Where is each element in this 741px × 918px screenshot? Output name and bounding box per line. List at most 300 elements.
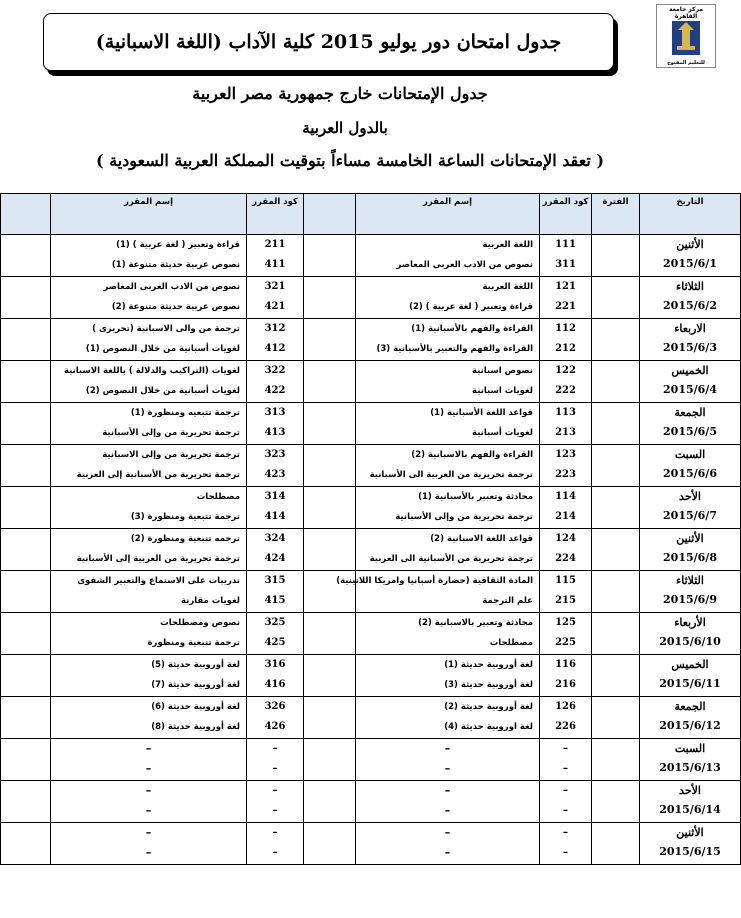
exam-date: 2015/6/14 xyxy=(659,803,721,816)
course-names-first xyxy=(356,739,540,781)
course-codes-second xyxy=(247,823,304,865)
subtitle-outside-egypt: جدول الإمتحانات خارج جمهورية مصر العربية xyxy=(192,84,488,103)
row-blank-left xyxy=(1,823,51,865)
course-code: – xyxy=(563,827,568,838)
course-code: 311 xyxy=(555,259,576,270)
date-cell xyxy=(640,319,741,361)
course-name: نصوص ومصطلحات xyxy=(160,618,240,628)
day-name: الأثنين xyxy=(676,238,704,251)
course-names-second xyxy=(51,487,247,529)
logo-bottom-text: للتعليم المفتوح xyxy=(667,60,705,66)
date-cell xyxy=(640,445,741,487)
course-code: 212 xyxy=(555,343,576,354)
course-code: 121 xyxy=(555,281,576,292)
row-blank-middle xyxy=(304,487,356,529)
table-row xyxy=(1,445,741,487)
period-cell xyxy=(592,235,640,277)
course-codes-first xyxy=(540,613,592,655)
course-names-first xyxy=(356,403,540,445)
period-cell xyxy=(592,487,640,529)
row-blank-middle xyxy=(304,235,356,277)
course-name: اللغة العربية xyxy=(482,282,533,292)
course-name: نصوص اسبانية xyxy=(471,366,533,376)
row-blank-middle xyxy=(304,403,356,445)
table-row xyxy=(1,529,741,571)
course-names-first xyxy=(356,361,540,403)
course-code: 214 xyxy=(555,511,576,522)
row-blank-left xyxy=(1,571,51,613)
course-code: 114 xyxy=(555,491,576,502)
course-codes-second xyxy=(247,655,304,697)
exam-date: 2015/6/3 xyxy=(663,341,717,354)
date-cell xyxy=(640,613,741,655)
row-blank-middle xyxy=(304,529,356,571)
course-name: لغة أوروبية حديثة (3) xyxy=(444,680,533,690)
date-cell xyxy=(640,403,741,445)
period-cell xyxy=(592,361,640,403)
day-name: السبت xyxy=(674,742,706,755)
course-names-second xyxy=(51,655,247,697)
course-name: لغويات أسبانية من خلال النصوص (1) xyxy=(85,344,240,354)
period-cell xyxy=(592,655,640,697)
course-code: 422 xyxy=(264,385,286,396)
course-names-first xyxy=(356,823,540,865)
row-blank-left xyxy=(1,235,51,277)
course-name: لغة أوروبية حديثة (6) xyxy=(151,702,240,712)
row-blank-middle xyxy=(304,319,356,361)
exam-date: 2015/6/5 xyxy=(663,425,717,438)
course-name: القراءة والفهم والتعبير بالأسبانية (3) xyxy=(376,344,533,354)
course-codes-second xyxy=(247,529,304,571)
day-name: الثلاثاء xyxy=(676,280,704,293)
course-codes-first xyxy=(540,571,592,613)
course-names-first xyxy=(356,235,540,277)
period-cell xyxy=(592,571,640,613)
period-cell xyxy=(592,823,640,865)
row-blank-middle xyxy=(304,823,356,865)
course-codes-first xyxy=(540,487,592,529)
course-name: القراءة والفهم بالأسبانية (1) xyxy=(411,324,533,334)
course-name: تدريبات على الاستماع والتعبير الشفوى xyxy=(77,576,240,586)
course-names-first xyxy=(336,571,540,613)
date-cell xyxy=(640,697,741,739)
course-codes-second xyxy=(247,697,304,739)
course-code: 415 xyxy=(264,595,286,606)
course-code: 315 xyxy=(264,575,286,586)
course-code: – xyxy=(563,805,568,816)
course-code: – xyxy=(272,763,278,774)
course-name: علم الترجمة xyxy=(482,596,533,606)
course-names-second xyxy=(51,739,247,781)
course-codes-second xyxy=(247,781,304,823)
course-code: 115 xyxy=(555,575,576,586)
course-code: 425 xyxy=(264,637,286,648)
exam-date: 2015/6/6 xyxy=(663,467,717,480)
course-names-first xyxy=(356,697,540,739)
course-names-second xyxy=(51,697,247,739)
subtitle-arab-countries: بالدول العربية xyxy=(302,119,388,137)
day-name: الأثنين xyxy=(676,826,704,839)
course-codes-first xyxy=(540,529,592,571)
exam-date: 2015/6/10 xyxy=(659,635,721,648)
page-title: جدول امتحان دور يوليو 2015 كلية الآداب (اللغة الاسبانية) xyxy=(95,31,562,53)
course-codes-first xyxy=(540,403,592,445)
course-name: لغويات اسبانية xyxy=(472,386,533,396)
course-name: قراءة وتعبير ( لغة عربية ) (1) xyxy=(116,240,240,250)
course-codes-first xyxy=(540,739,592,781)
course-name: لغويات أسبانية xyxy=(472,428,533,438)
day-name: الأحد xyxy=(679,490,701,503)
header-course-name-left-group: إسم المقرر xyxy=(356,194,540,235)
table-row xyxy=(1,571,741,613)
day-name: الجمعة xyxy=(674,406,706,419)
exam-date: 2015/6/11 xyxy=(659,677,721,690)
period-cell xyxy=(592,697,640,739)
course-code: – xyxy=(563,743,568,754)
course-name: قراءة وتعبير ( لغة عربية ) (2) xyxy=(409,302,533,312)
header-blank-left xyxy=(1,194,51,235)
course-name: – xyxy=(444,826,451,839)
course-codes-first xyxy=(540,823,592,865)
course-code: 211 xyxy=(264,239,286,250)
course-code: 322 xyxy=(264,365,286,376)
course-name: ترجمة تتبعية ومنظورة xyxy=(147,638,240,648)
course-names-second xyxy=(51,319,247,361)
course-name: ترجمة تحريرية من العربية الى الأسبانية xyxy=(369,470,533,480)
table-row xyxy=(1,277,741,319)
row-blank-left xyxy=(1,277,51,319)
date-cell xyxy=(640,361,741,403)
date-cell xyxy=(640,277,741,319)
course-name: ترجمة تحريرية من وإلى الاسبانية xyxy=(102,450,240,460)
course-names-second xyxy=(51,781,247,823)
course-name: قواعد اللغة الأسبانية (1) xyxy=(430,408,533,418)
course-name: لغويات أسبانية من خلال النصوص (2) xyxy=(85,386,240,396)
course-code: 416 xyxy=(264,679,286,690)
course-codes-second xyxy=(247,319,304,361)
course-codes-first xyxy=(540,655,592,697)
course-name: لغويات (التراكيب والدلالة ) باللغة الاسبانية xyxy=(63,366,240,376)
course-codes-second xyxy=(247,739,304,781)
day-name: الخميس xyxy=(671,658,709,671)
exam-date: 2015/6/13 xyxy=(659,761,721,774)
course-name: ترجمة من والى الاسبانية (تحريرى ) xyxy=(92,324,240,334)
exam-date: 2015/6/8 xyxy=(663,551,717,564)
row-blank-left xyxy=(1,739,51,781)
date-cell xyxy=(640,823,741,865)
course-names-first xyxy=(356,781,540,823)
course-code: 414 xyxy=(264,511,286,522)
course-names-second xyxy=(51,361,247,403)
course-name: – xyxy=(444,762,451,775)
day-name: الاربعاء xyxy=(674,322,706,335)
course-names-second xyxy=(51,235,247,277)
course-code: 224 xyxy=(555,553,576,564)
period-cell xyxy=(592,529,640,571)
course-code: 413 xyxy=(264,427,286,438)
course-names-second xyxy=(51,445,247,487)
course-code: 313 xyxy=(264,407,286,418)
course-names-second xyxy=(51,529,247,571)
row-blank-middle xyxy=(304,697,356,739)
course-codes-first xyxy=(540,697,592,739)
course-code: 113 xyxy=(555,407,576,418)
course-name: ترجمة تحريرية من الأسبانية الى العربية xyxy=(369,554,533,564)
row-blank-left xyxy=(1,655,51,697)
course-codes-first xyxy=(540,361,592,403)
period-cell xyxy=(592,739,640,781)
day-name: السبت xyxy=(674,448,706,461)
course-code: 412 xyxy=(264,343,286,354)
row-blank-left xyxy=(1,781,51,823)
day-name: الأحد xyxy=(679,784,701,797)
table-row xyxy=(1,319,741,361)
date-cell xyxy=(640,739,741,781)
course-codes-second xyxy=(247,403,304,445)
subtitle-exam-time-note: ( تعقد الإمتحانات الساعة الخامسة مساءاً بتوقيت المملكة العربية السعودية ) xyxy=(95,151,605,170)
course-code: 321 xyxy=(264,281,286,292)
row-blank-left xyxy=(1,361,51,403)
exam-date: 2015/6/12 xyxy=(659,719,721,732)
day-name: الأربعاء xyxy=(674,616,706,629)
course-code: 411 xyxy=(264,259,286,270)
course-code: 124 xyxy=(555,533,576,544)
course-name: لغة أوروبية حديثة (8) xyxy=(151,722,240,732)
table-header-row xyxy=(1,194,741,235)
course-names-first xyxy=(356,613,540,655)
date-cell xyxy=(640,655,741,697)
course-names-second xyxy=(51,571,247,613)
table-row xyxy=(1,739,741,781)
course-code: 325 xyxy=(264,617,286,628)
table-row xyxy=(1,655,741,697)
course-name: نصوص من الادب العربى المعاصر xyxy=(103,282,240,292)
period-cell xyxy=(592,277,640,319)
course-name: لغة أوروبية حديثة (1) xyxy=(444,660,533,670)
course-code: 122 xyxy=(555,365,576,376)
course-name: – xyxy=(145,762,152,775)
period-cell xyxy=(592,613,640,655)
course-code: – xyxy=(563,785,568,796)
course-code: 215 xyxy=(555,595,576,606)
header-course-code-right-group: كود المقرر xyxy=(247,194,304,235)
course-code: 112 xyxy=(555,323,576,334)
course-code: 423 xyxy=(264,469,286,480)
course-codes-second xyxy=(247,445,304,487)
course-name: ترجمه تتبعية ومنظورة (2) xyxy=(130,534,240,544)
course-code: – xyxy=(563,763,568,774)
course-codes-first xyxy=(540,445,592,487)
period-cell xyxy=(592,445,640,487)
course-name: نصوص من الادب العربى المعاصر xyxy=(396,260,533,270)
header-period: الفترة xyxy=(592,194,640,235)
course-names-second xyxy=(51,823,247,865)
row-blank-left xyxy=(1,697,51,739)
course-name: – xyxy=(444,784,451,797)
course-name: نصوص عربية حديثة متنوعة (2) xyxy=(111,302,240,312)
course-name: ترجمة تحريرية من وإلى الأسبانية xyxy=(395,512,533,522)
course-code: 125 xyxy=(555,617,576,628)
exam-schedule-table xyxy=(0,193,741,865)
course-code: – xyxy=(563,847,568,858)
course-names-second xyxy=(51,403,247,445)
course-code: 126 xyxy=(555,701,576,712)
course-name: محادثة وتعبير بالأسبانية (1) xyxy=(418,492,533,502)
course-code: 225 xyxy=(555,637,576,648)
date-cell xyxy=(640,487,741,529)
course-name: ترجمة تحريرية من وإلى الأسبانية xyxy=(102,428,240,438)
exam-date: 2015/6/2 xyxy=(663,299,717,312)
course-code: 226 xyxy=(555,721,576,732)
row-blank-middle xyxy=(304,277,356,319)
course-name: ترجمة تحريرية من العربية إلى الأسبانية xyxy=(76,554,240,564)
row-blank-left xyxy=(1,529,51,571)
row-blank-left xyxy=(1,445,51,487)
course-code: 216 xyxy=(555,679,576,690)
university-logo xyxy=(656,4,716,68)
course-names-first xyxy=(356,277,540,319)
course-name: القراءة والفهم بالاسبانية (2) xyxy=(411,450,533,460)
course-code: 116 xyxy=(555,659,576,670)
course-code: 223 xyxy=(555,469,576,480)
course-name: – xyxy=(145,846,152,859)
table-row xyxy=(1,697,741,739)
logo-top-text: مركز جامعة القاهرة xyxy=(668,6,704,20)
table-row xyxy=(1,403,741,445)
day-name: الأثنين xyxy=(676,532,704,545)
date-cell xyxy=(640,781,741,823)
row-blank-middle xyxy=(304,739,356,781)
course-name: لغة اوروبية حديثة (4) xyxy=(444,722,533,732)
header-blank-middle xyxy=(304,194,356,235)
course-codes-first xyxy=(540,277,592,319)
course-code: 426 xyxy=(264,721,286,732)
course-name: – xyxy=(444,846,451,859)
course-name: – xyxy=(444,804,451,817)
course-codes-second xyxy=(247,613,304,655)
course-name: قواعد اللغة الاسبانية (2) xyxy=(430,534,533,544)
exam-date: 2015/6/9 xyxy=(663,593,717,606)
table-row xyxy=(1,781,741,823)
course-name: اللغة العربية xyxy=(482,240,533,250)
header-date: التاريخ xyxy=(640,194,741,235)
course-name: – xyxy=(145,804,152,817)
course-code: 312 xyxy=(264,323,286,334)
course-names-first xyxy=(356,487,540,529)
course-names-first xyxy=(356,529,540,571)
table-row xyxy=(1,487,741,529)
cairo-university-emblem-icon xyxy=(671,20,701,56)
row-blank-middle xyxy=(304,781,356,823)
course-name: لغة أوروبية حديثة (2) xyxy=(444,702,533,712)
row-blank-left xyxy=(1,319,51,361)
exam-date: 2015/6/15 xyxy=(659,845,721,858)
day-name: الخميس xyxy=(671,364,709,377)
course-code: 324 xyxy=(264,533,286,544)
header-course-name-right-group: إسم المقرر xyxy=(51,194,247,235)
course-name: ترجمة تتبعية ومنظورة (3) xyxy=(130,512,240,522)
row-blank-middle xyxy=(304,613,356,655)
course-codes-second xyxy=(247,277,304,319)
course-name: نصوص عربية حديثة متنوعة (1) xyxy=(111,260,240,270)
table-row xyxy=(1,823,741,865)
course-code: 123 xyxy=(555,449,576,460)
row-blank-left xyxy=(1,613,51,655)
row-blank-left xyxy=(1,403,51,445)
course-codes-second xyxy=(247,361,304,403)
row-blank-middle xyxy=(304,361,356,403)
course-name: لغة أوروبية حديثة (5) xyxy=(151,660,240,670)
course-name: – xyxy=(444,742,451,755)
course-name: – xyxy=(145,784,152,797)
course-code: – xyxy=(272,743,278,754)
course-name: مصطلحات xyxy=(196,492,240,502)
course-code: 326 xyxy=(264,701,286,712)
header-course-code-left-group: كود المقرر xyxy=(540,194,592,235)
row-blank-middle xyxy=(304,445,356,487)
table-row xyxy=(1,613,741,655)
exam-date: 2015/6/1 xyxy=(663,257,717,270)
course-code: 316 xyxy=(264,659,286,670)
course-name: ترجمة تتبعيه ومنظورة (1) xyxy=(130,408,240,418)
exam-date: 2015/6/7 xyxy=(663,509,717,522)
course-code: 314 xyxy=(264,491,286,502)
course-names-first xyxy=(356,319,540,361)
course-name: لغة أوروبية حديثة (7) xyxy=(151,680,240,690)
course-code: 424 xyxy=(264,553,286,564)
course-codes-second xyxy=(247,571,304,613)
row-blank-left xyxy=(1,487,51,529)
date-cell xyxy=(640,571,741,613)
day-name: الثلاثاء xyxy=(676,574,704,587)
course-name: مصطلحات xyxy=(489,638,533,648)
course-codes-second xyxy=(247,235,304,277)
course-name: المادة الثقافية (حضارة أسبانيا وامريكا اللاتينية) xyxy=(336,576,533,586)
course-name: محادثة وتعبير بالاسبانية (2) xyxy=(418,618,533,628)
period-cell xyxy=(592,319,640,361)
course-name: ترجمة تحريرية من الأسبانية إلى العربية xyxy=(76,470,240,480)
period-cell xyxy=(592,403,640,445)
course-names-second xyxy=(51,613,247,655)
period-cell xyxy=(592,781,640,823)
course-names-first xyxy=(356,655,540,697)
course-name: – xyxy=(145,826,152,839)
course-name: لغويات مقارنة xyxy=(180,596,240,606)
table-row xyxy=(1,361,741,403)
course-code: 222 xyxy=(555,385,576,396)
course-code: – xyxy=(272,785,278,796)
course-code: 323 xyxy=(264,449,286,460)
course-code: – xyxy=(272,827,278,838)
course-codes-first xyxy=(540,781,592,823)
row-blank-middle xyxy=(304,655,356,697)
course-code: 213 xyxy=(555,427,576,438)
date-cell xyxy=(640,235,741,277)
page-title-box xyxy=(43,13,614,71)
exam-date: 2015/6/4 xyxy=(663,383,717,396)
course-code: 221 xyxy=(555,301,576,312)
course-names-first xyxy=(356,445,540,487)
course-code: – xyxy=(272,847,278,858)
course-codes-first xyxy=(540,235,592,277)
date-cell xyxy=(640,529,741,571)
day-name: الجمعة xyxy=(674,700,706,713)
course-code: 111 xyxy=(555,239,576,250)
course-codes-second xyxy=(247,487,304,529)
course-names-second xyxy=(51,277,247,319)
course-code: 421 xyxy=(264,301,286,312)
course-codes-first xyxy=(540,319,592,361)
